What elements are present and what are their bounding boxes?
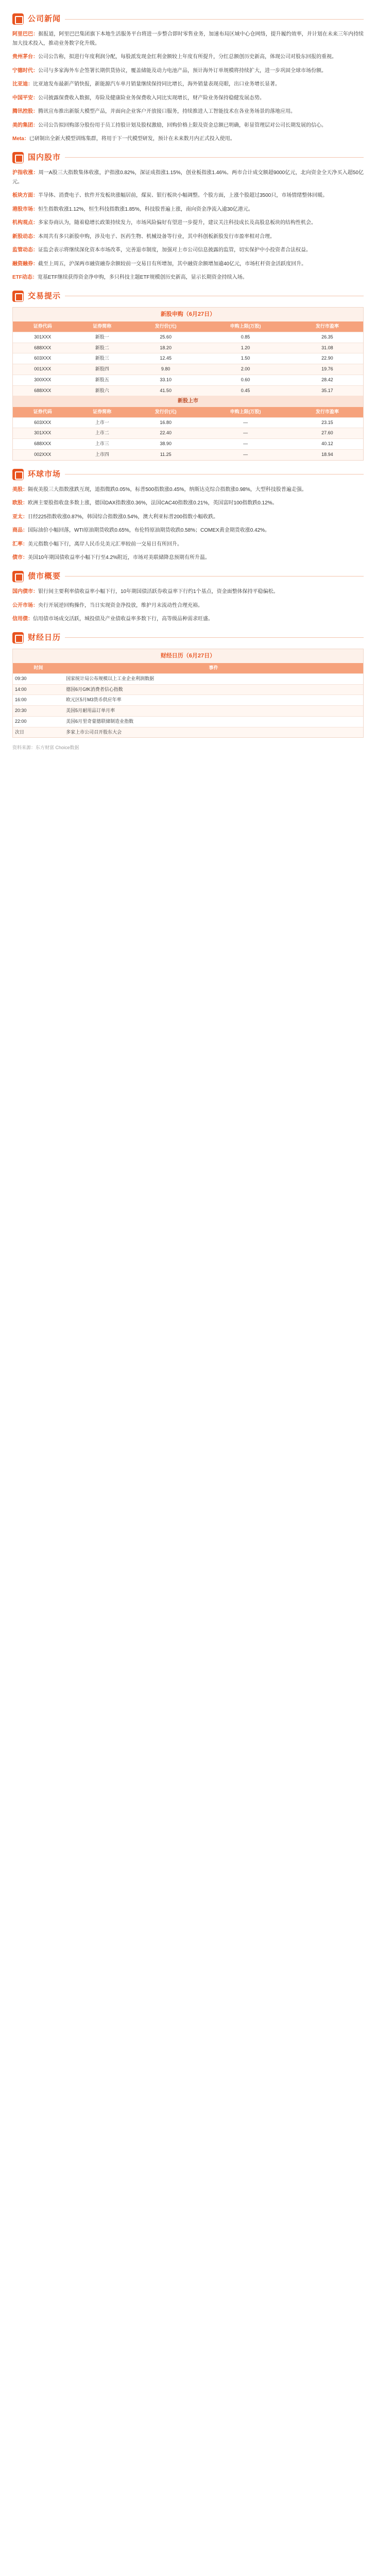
table-title: 新股申购（6月27日） <box>13 308 363 321</box>
news-item <box>12 273 364 282</box>
table-cell: 40.12 <box>292 439 363 450</box>
news-text: 欧洲主要股指收盘多数上涨，德国DAX指数涨0.36%，法国CAC40指数涨0.21%，英国富时100指数跌0.12%。 <box>28 500 278 506</box>
news-lead: 港股市场： <box>12 206 38 212</box>
table-row <box>13 417 363 428</box>
table-cell: 上市一 <box>73 417 132 428</box>
table-cell: 22.90 <box>292 353 363 364</box>
column-header: 发行价(元) <box>132 407 199 417</box>
table-cell: 新股六 <box>73 385 132 396</box>
section-header-trading-tips <box>12 290 364 303</box>
news-text: 央行开展逆回购操作，当日实现资金净投放，维护月末流动性合理充裕。 <box>38 602 203 608</box>
news-lead: 监管动态： <box>12 247 38 253</box>
news-lead: 比亚迪： <box>12 81 33 88</box>
news-item <box>12 587 364 597</box>
column-header: 发行市盈率 <box>292 321 363 332</box>
bond-market-list <box>12 587 364 624</box>
news-lead: 公开市场： <box>12 602 38 608</box>
table-cell: 0.85 <box>199 332 292 343</box>
global-markets-list <box>12 485 364 563</box>
table-cell: 26.35 <box>292 332 363 343</box>
section-header-bond-market <box>12 570 364 583</box>
table-row <box>13 332 363 343</box>
news-text: 日经225指数收涨0.87%，韩国综合指数涨0.54%，澳大利亚标普200指数小幅收跌。 <box>28 514 219 520</box>
table-cell: 新股三 <box>73 353 132 364</box>
column-header: 申购上限(万股) <box>199 321 292 332</box>
table-row <box>13 385 363 396</box>
table-cell: — <box>199 449 292 460</box>
news-item <box>12 94 364 103</box>
table-row <box>13 375 363 385</box>
news-text: 已研制出全新大模型训练集群，将用于下一代模型研发，预计在未来数月内正式投入使用。 <box>29 136 235 142</box>
news-lead: 阿里巴巴： <box>12 31 39 38</box>
news-item <box>12 107 364 116</box>
news-text: 公司与多家海外车企签署长期供货协议，覆盖储能及动力电池产品，预计海外订单规模将持续扩大，进一步巩固全球市场份额。 <box>38 67 327 74</box>
table-cell: 300XXX <box>13 375 73 385</box>
news-text: 宽基ETF继续获得资金净申购，多只科技主题ETF规模创历史新高，显示长期资金持续入场。 <box>37 275 248 280</box>
news-item <box>12 80 364 89</box>
table-cell: — <box>199 428 292 439</box>
news-text: 隔夜美股三大指数涨跌互现，道指微跌0.05%，标普500指数涨0.45%，纳斯达克综合指数涨0.98%，大型科技股普遍走强。 <box>28 486 307 493</box>
table-row <box>13 706 363 717</box>
news-lead: 融资融券： <box>12 261 38 267</box>
table-cell: 002XXX <box>13 449 73 460</box>
news-lead: 欧股： <box>12 500 28 506</box>
column-header: 发行市盈率 <box>292 407 363 417</box>
footer-source: 资料来源：东方财富 Choice数据 <box>12 745 79 751</box>
table-cell: — <box>199 439 292 450</box>
table-header-row <box>13 407 363 417</box>
globe-icon <box>12 469 24 480</box>
news-lead: 债市： <box>12 555 28 561</box>
news-item <box>12 66 364 76</box>
news-lead: 机构观点： <box>12 220 38 226</box>
news-item <box>12 53 364 62</box>
table-cell: 688XXX <box>13 385 73 396</box>
table-cell: 23.15 <box>292 417 363 428</box>
table-row <box>13 684 363 695</box>
news-text: 美元指数小幅下行，离岸人民币兑美元汇率较前一交易日有所回升。 <box>28 541 182 547</box>
table-cell: 1.20 <box>199 343 292 353</box>
news-item <box>12 168 364 187</box>
table-row <box>13 716 363 727</box>
news-text: 腾讯宣布推出新版大模型产品，并面向企业客户开放接口服务，持续推进人工智能技术在各业务场景的落地应用。 <box>38 109 296 115</box>
table-cell: 16.80 <box>132 417 199 428</box>
table-cell: 22:00 <box>13 716 64 727</box>
table-cell: 603XXX <box>13 417 73 428</box>
news-item <box>12 526 364 535</box>
news-text: 截至上周五，沪深两市融资融券余额较前一交易日有所增加，其中融资余额增加逾40亿元，市场杠杆资金活跃度回升。 <box>38 261 307 267</box>
news-text: 银行间主要利率债收益率小幅下行，10年期国债活跃券收益率下行约1个基点，资金面整体保持平稳偏松。 <box>38 589 279 595</box>
news-lead: Meta： <box>12 136 29 142</box>
table-cell: 2.00 <box>199 364 292 375</box>
table-cell: 新股二 <box>73 343 132 353</box>
news-lead: ETF动态： <box>12 275 38 280</box>
news-lead: 腾讯控股： <box>12 109 38 115</box>
news-lead: 贵州茅台： <box>12 54 38 60</box>
table-cell: 301XXX <box>13 428 73 439</box>
news-item <box>12 205 364 214</box>
table-cell: 1.50 <box>199 353 292 364</box>
table-cell: 001XXX <box>13 364 73 375</box>
section-title: 债市概要 <box>28 571 61 581</box>
news-text: 本周共有多只新股申购，涉及电子、医药生物、机械设备等行业，其中科创板新股发行市盈率相对合理。 <box>38 233 275 240</box>
news-text: 比亚迪发布最新产销快报，新能源汽车单月销量继续保持同比增长，海外销量表现亮眼，出口业务增长显著。 <box>33 81 280 88</box>
table-cell: 38.90 <box>132 439 199 450</box>
table-row <box>13 364 363 375</box>
table-row <box>13 727 363 737</box>
table-cell: 9.80 <box>132 364 199 375</box>
table-cell: 新股一 <box>73 332 132 343</box>
domestic-market-list <box>12 168 364 282</box>
table-cell: 41.50 <box>132 385 199 396</box>
news-text: 周一A股三大指数集体收涨，沪指涨0.82%，深证成指涨1.15%，创业板指涨1.46%。两市合计成交额超9000亿元，北向资金全天净买入超50亿元。 <box>12 170 364 185</box>
column-header: 证券简称 <box>73 407 132 417</box>
news-text: 半导体、消费电子、软件开发板块涨幅居前，煤炭、银行板块小幅调整。个股方面，上涨个股超过3500只，市场情绪整体回暖。 <box>38 193 328 198</box>
table-row <box>13 449 363 460</box>
section-title: 环球市场 <box>28 469 61 479</box>
news-item <box>12 601 364 611</box>
table-cell: 19.76 <box>292 364 363 375</box>
news-lead: 信用债： <box>12 616 33 622</box>
news-lead: 商品： <box>12 528 28 534</box>
news-lead: 美的集团： <box>12 122 38 128</box>
table-cell: 33.10 <box>132 375 199 385</box>
table-cell: 新股五 <box>73 375 132 385</box>
section-header-calendar <box>12 631 364 645</box>
news-item <box>12 485 364 495</box>
news-text: 公司公告拟回购部分股份用于员工持股计划及股权激励，回购价格上限及资金总额已明确，彰显管理层对公司长期发展的信心。 <box>38 122 327 128</box>
news-text: 恒生指数收涨1.12%，恒生科技指数涨1.85%，科技股普遍上涨，南向资金净流入逾30亿港元。 <box>38 206 253 212</box>
table-cell: 0.45 <box>199 385 292 396</box>
table-cell: 14:00 <box>13 684 64 695</box>
table-cell: 美国6月里奇蒙德联储制造业指数 <box>64 716 363 727</box>
news-item <box>12 218 364 228</box>
news-icon <box>12 13 24 25</box>
table-cell: 31.08 <box>292 343 363 353</box>
divider <box>65 19 364 20</box>
table-cell: 欧元区5月M3货币供应年率 <box>64 695 363 706</box>
news-item <box>12 540 364 549</box>
news-text: 公司公告称，拟进行年度利润分配，每股派发现金红利金额较上年度有所提升，分红总额创历史新高，体现公司对股东回报的重视。 <box>38 54 337 60</box>
news-text: 国际油价小幅回落，WTI原油期货收跌0.65%，布伦特原油期货收跌0.58%；COMEX黄金期货收涨0.42%。 <box>28 528 270 534</box>
table-header-row <box>13 663 363 673</box>
chart-icon <box>12 152 24 163</box>
news-text: 美国10年期国债收益率小幅下行至4.2%附近，市场对美联储降息预期有所升温。 <box>28 555 210 561</box>
table-cell: 德国6月GfK消费者信心指数 <box>64 684 363 695</box>
table-subtitle: 新股上市 <box>13 396 363 407</box>
table-cell: 美国5月耐用品订单月率 <box>64 706 363 717</box>
table-row <box>13 343 363 353</box>
section-header-company-news <box>12 12 364 26</box>
news-text: 信用债市场成交活跃，城投债及产业债收益率多数下行，高等级品种需求旺盛。 <box>33 616 213 622</box>
table-cell: 688XXX <box>13 439 73 450</box>
section-header-global-markets <box>12 468 364 481</box>
column-header: 证券代码 <box>13 321 73 332</box>
column-header: 事件 <box>64 663 363 673</box>
news-lead: 沪指收涨： <box>12 170 39 176</box>
divider <box>65 637 364 638</box>
news-item <box>12 232 364 242</box>
table-row <box>13 695 363 706</box>
table-cell: 18.20 <box>132 343 199 353</box>
news-lead: 美股： <box>12 486 28 493</box>
news-lead: 国内债市： <box>12 589 38 595</box>
news-lead: 汇率： <box>12 541 28 547</box>
column-header: 证券简称 <box>73 321 132 332</box>
table-cell: 301XXX <box>13 332 73 343</box>
news-item <box>12 260 364 269</box>
news-text: 据报道，阿里巴巴集团旗下本地生活服务平台将进一步整合即时零售业务，加速布局区域中心仓网络，提升履约效率，并计划在未来三年内持续加大技术投入，推动业务数字化升级。 <box>12 31 364 46</box>
news-lead: 宁德时代： <box>12 67 38 74</box>
table-cell: 上市二 <box>73 428 132 439</box>
column-header: 证券代码 <box>13 407 73 417</box>
table-cell: 35.17 <box>292 385 363 396</box>
table-row <box>13 439 363 450</box>
news-item <box>12 553 364 563</box>
table-cell: 688XXX <box>13 343 73 353</box>
table-row <box>13 673 363 684</box>
table-cell: 09:30 <box>13 673 64 684</box>
table-cell: 20:30 <box>13 706 64 717</box>
news-item <box>12 134 364 144</box>
table-cell: 22.40 <box>132 428 199 439</box>
ipo-table <box>12 307 364 461</box>
divider <box>65 576 364 577</box>
divider <box>65 157 364 158</box>
table-cell: 25.60 <box>132 332 199 343</box>
table-cell: 次日 <box>13 727 64 737</box>
table-cell: 新股四 <box>73 364 132 375</box>
table-cell: 12.45 <box>132 353 199 364</box>
news-item <box>12 121 364 130</box>
column-header: 发行价(元) <box>132 321 199 332</box>
table-cell: 27.60 <box>292 428 363 439</box>
table-title: 财经日历（6月27日） <box>13 649 363 663</box>
table-cell: 国家统计局公布规模以上工业企业利润数据 <box>64 673 363 684</box>
calendar-table <box>12 649 364 738</box>
bell-icon <box>12 291 24 302</box>
news-item <box>12 246 364 255</box>
news-lead: 板块方面： <box>12 193 38 198</box>
table-cell: 上市四 <box>73 449 132 460</box>
table-row <box>13 428 363 439</box>
section-title: 国内股市 <box>28 152 61 162</box>
news-lead: 亚太： <box>12 514 28 520</box>
page <box>0 0 376 760</box>
news-text: 多家券商认为，随着稳增长政策持续发力，市场风险偏好有望进一步提升，建议关注科技成长及高股息板块的结构性机会。 <box>38 220 316 226</box>
section-title: 财经日历 <box>28 633 61 642</box>
table-cell: 16:00 <box>13 695 64 706</box>
news-item <box>12 30 364 48</box>
bond-icon <box>12 571 24 582</box>
table-header-row <box>13 321 363 332</box>
news-item <box>12 499 364 508</box>
table-cell: 11.25 <box>132 449 199 460</box>
table-cell: 603XXX <box>13 353 73 364</box>
table-cell: 多家上市公司召开股东大会 <box>64 727 363 737</box>
news-text: 公司披露保费收入数据，寿险及健康险业务保费收入同比实现增长，财产险业务保持稳健发展态势。 <box>38 95 265 101</box>
column-header: 时间 <box>13 663 64 673</box>
section-title: 公司新闻 <box>28 14 61 23</box>
news-lead: 新股动态： <box>12 233 38 240</box>
section-title: 交易提示 <box>28 291 61 300</box>
news-item <box>12 615 364 624</box>
table-cell: 0.60 <box>199 375 292 385</box>
company-news-list <box>12 30 364 144</box>
table-cell: 18.94 <box>292 449 363 460</box>
table-cell: — <box>199 417 292 428</box>
column-header: 申购上限(万股) <box>199 407 292 417</box>
news-item <box>12 191 364 200</box>
table-cell: 28.42 <box>292 375 363 385</box>
table-row <box>13 353 363 364</box>
news-text: 证监会表示将继续深化资本市场改革，完善退市制度，加强对上市公司信息披露的监管，切实保护中小投资者合法权益。 <box>38 247 311 253</box>
table-cell: 上市三 <box>73 439 132 450</box>
news-item <box>12 513 364 522</box>
news-lead: 中国平安： <box>12 95 38 101</box>
calendar-icon <box>12 632 24 643</box>
section-header-domestic-market <box>12 151 364 164</box>
